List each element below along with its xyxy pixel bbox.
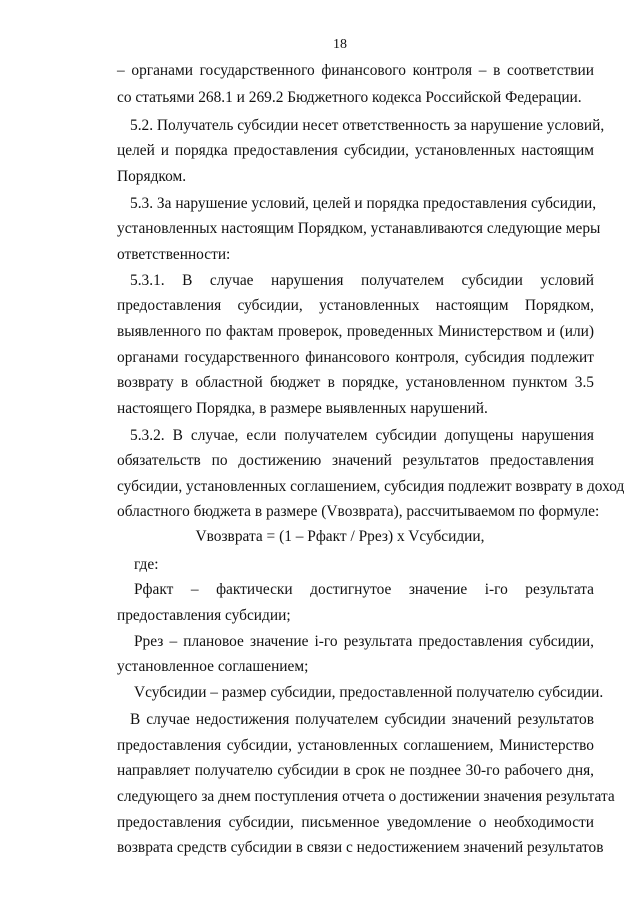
text-line: Порядком. bbox=[117, 168, 187, 185]
text-line: – органами государственного финансового контроля – в соответствии bbox=[117, 62, 594, 79]
text-line: возврата средств субсидии в связи с недостижением значений результатов bbox=[117, 839, 604, 856]
text-line: предоставления субсидии, установленных настоящим Порядком, bbox=[117, 297, 594, 314]
text-line: органами государственного финансового контроля, субсидия подлежит bbox=[117, 349, 594, 366]
text-line: обязательств по достижению значений результатов предоставления bbox=[117, 452, 594, 469]
text-line: выявленного по фактам проверок, проведенных Министерством и (или) bbox=[117, 323, 594, 340]
text-line: установленных настоящим Порядком, устанавливаются следующие меры bbox=[117, 220, 601, 237]
formula: Vвозврата = (1 – Рфакт / Ррез) x Vсубсидии, bbox=[195, 528, 485, 545]
paragraph-5-3-line: 5.3. За нарушение условий, целей и порядка предоставления субсидии, bbox=[130, 195, 597, 212]
text-line: ответственности: bbox=[117, 246, 231, 263]
definition-rfakt: Рфакт – фактически достигнутое значение i-го результата bbox=[134, 581, 594, 598]
text-line: предоставления субсидии, письменное уведомление о необходимости bbox=[117, 814, 594, 831]
text-line: предоставления субсидии; bbox=[117, 607, 291, 624]
text-line: целей и порядка предоставления субсидии, установленных настоящим bbox=[117, 142, 594, 159]
definition-vsubsidii: Vсубсидии – размер субсидии, предоставленной получателю субсидии. bbox=[134, 684, 604, 701]
definition-rrez: Ррез – плановое значение i-го результата предоставления субсидии, bbox=[134, 633, 594, 650]
text-line: возврату в областной бюджет в порядке, установленном пунктом 3.5 bbox=[117, 374, 594, 391]
paragraph-5-3-1-line: 5.3.1. В случае нарушения получателем субсидии условий bbox=[130, 272, 594, 289]
page-number: 18 bbox=[333, 37, 347, 52]
text-line: субсидии, установленных соглашением, субсидия подлежит возврату в доход bbox=[117, 478, 625, 495]
text-line: со статьями 268.1 и 269.2 Бюджетного кодекса Российской Федерации. bbox=[117, 89, 582, 106]
paragraph-5-3-2-line: 5.3.2. В случае, если получателем субсидии допущены нарушения bbox=[130, 427, 594, 444]
text-line: установленное соглашением; bbox=[117, 658, 309, 675]
text-line: направляет получателю субсидии в срок не позднее 30-го рабочего дня, bbox=[117, 762, 594, 779]
text-line: следующего за днем поступления отчета о достижении значения результата bbox=[117, 788, 615, 805]
formula-where-label: где: bbox=[134, 556, 159, 573]
paragraph-5-2-line: 5.2. Получатель субсидии несет ответственность за нарушение условий, bbox=[130, 117, 605, 134]
text-line: настоящего Порядка, в размере выявленных нарушений. bbox=[117, 400, 488, 417]
text-line: областного бюджета в размере (Vвозврата), рассчитываемом по формуле: bbox=[117, 503, 600, 520]
paragraph-nondelivery-line: В случае недостижения получателем субсидии значений результатов bbox=[130, 711, 594, 728]
text-line: предоставления субсидии, установленных соглашением, Министерство bbox=[117, 737, 594, 754]
